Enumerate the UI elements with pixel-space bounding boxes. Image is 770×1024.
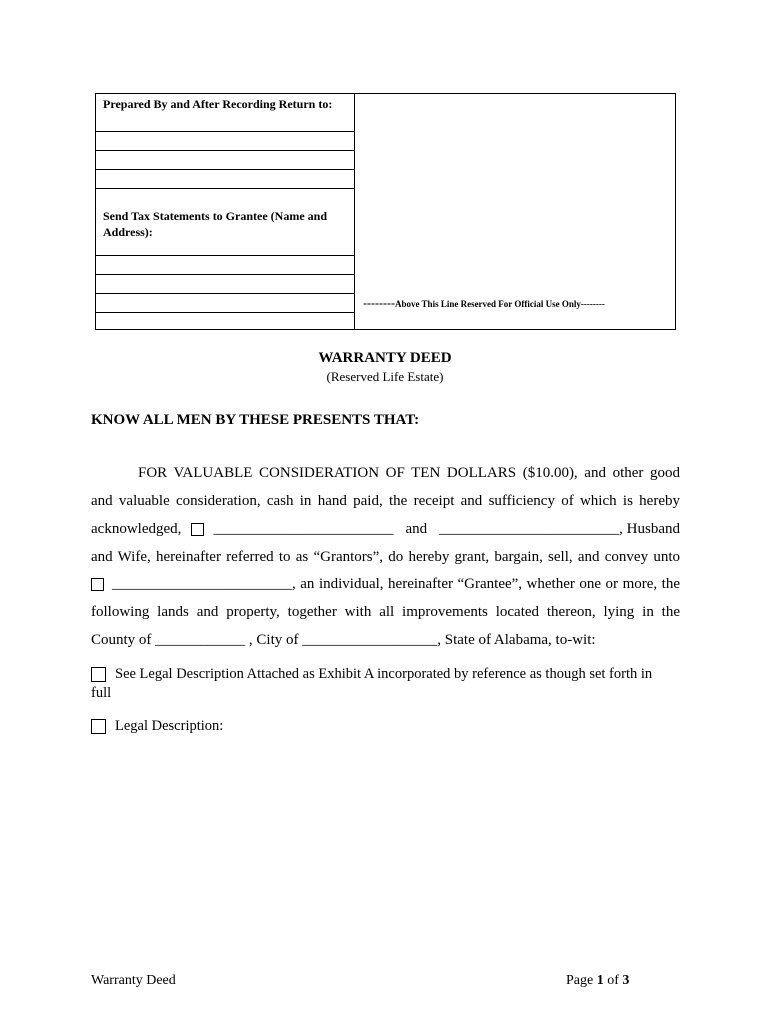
body-line-1: FOR VALUABLE CONSIDERATION OF TEN DOLLARS ($10.00), and other good <box>138 465 680 481</box>
official-use-dashes: -------- <box>363 296 395 310</box>
page-label: Page <box>566 973 594 988</box>
body-line-2: and valuable consideration, cash in hand paid, the receipt and sufficiency of which is hereby <box>91 493 680 509</box>
page-of: of <box>607 973 619 988</box>
prepared-by-label: Prepared By and After Recording Return to: <box>103 97 333 111</box>
grantee-line-2[interactable] <box>96 274 354 275</box>
return-line-1[interactable] <box>96 131 354 132</box>
grantee-line-1[interactable] <box>96 255 354 256</box>
recording-header-box <box>95 93 676 330</box>
return-line-4[interactable] <box>96 188 354 189</box>
return-to-column <box>96 94 355 329</box>
return-line-3[interactable] <box>96 169 354 170</box>
grantee-line-4[interactable] <box>96 312 354 313</box>
body-line-6: following lands and property, together with all improvements located thereon, lying in the <box>91 604 680 620</box>
page-total: 3 <box>622 973 630 988</box>
page-title: WARRANTY DEED <box>318 350 452 366</box>
and-text: and <box>405 521 428 537</box>
legal-description-option <box>91 718 680 735</box>
page-number <box>566 973 629 989</box>
body-line-4: and Wife, hereinafter referred to as “Grantors”, do hereby grant, bargain, sell, and convey unto <box>91 549 680 565</box>
return-line-2[interactable] <box>96 150 354 151</box>
grantee-blank[interactable]: ________________________, an individual, hereinafter “Grantee”, whether one or more, the <box>112 576 680 592</box>
body-line-7: County of ____________ , City of __________________, State of Alabama, to-wit: <box>91 632 596 648</box>
acknowledged-text: acknowledged, <box>91 521 182 537</box>
footer-doc-name: Warranty Deed <box>91 973 176 988</box>
body-line-3 <box>91 521 680 538</box>
legal-description-checkbox[interactable] <box>91 719 106 734</box>
grantor2-blank[interactable]: ________________________, Husband <box>439 521 680 537</box>
exhibit-a-text-line2: full <box>91 685 112 701</box>
tax-statements-label <box>103 208 327 240</box>
exhibit-a-checkbox[interactable] <box>91 667 106 682</box>
official-use-text: Above This Line Reserved For Official Use Only-------- <box>394 299 605 309</box>
page-current: 1 <box>596 973 604 988</box>
exhibit-a-option <box>91 666 680 683</box>
official-use-note <box>363 296 605 311</box>
grantee-checkbox[interactable] <box>91 578 104 591</box>
tax-statements-label-line2: Address): <box>103 225 153 239</box>
grantee-line-3[interactable] <box>96 293 354 294</box>
legal-description-label: Legal Description: <box>115 718 224 734</box>
grantor1-checkbox[interactable] <box>191 523 203 536</box>
know-all-heading: KNOW ALL MEN BY THESE PRESENTS THAT: <box>91 412 420 428</box>
grantor1-blank[interactable]: ________________________ <box>213 521 394 537</box>
exhibit-a-text: See Legal Description Attached as Exhibit A incorporated by reference as though set forth in <box>115 666 653 682</box>
tax-statements-label-line1: Send Tax Statements to Grantee (Name and <box>103 209 327 223</box>
body-line-5 <box>91 576 680 593</box>
page-subtitle: (Reserved Life Estate) <box>326 369 444 384</box>
